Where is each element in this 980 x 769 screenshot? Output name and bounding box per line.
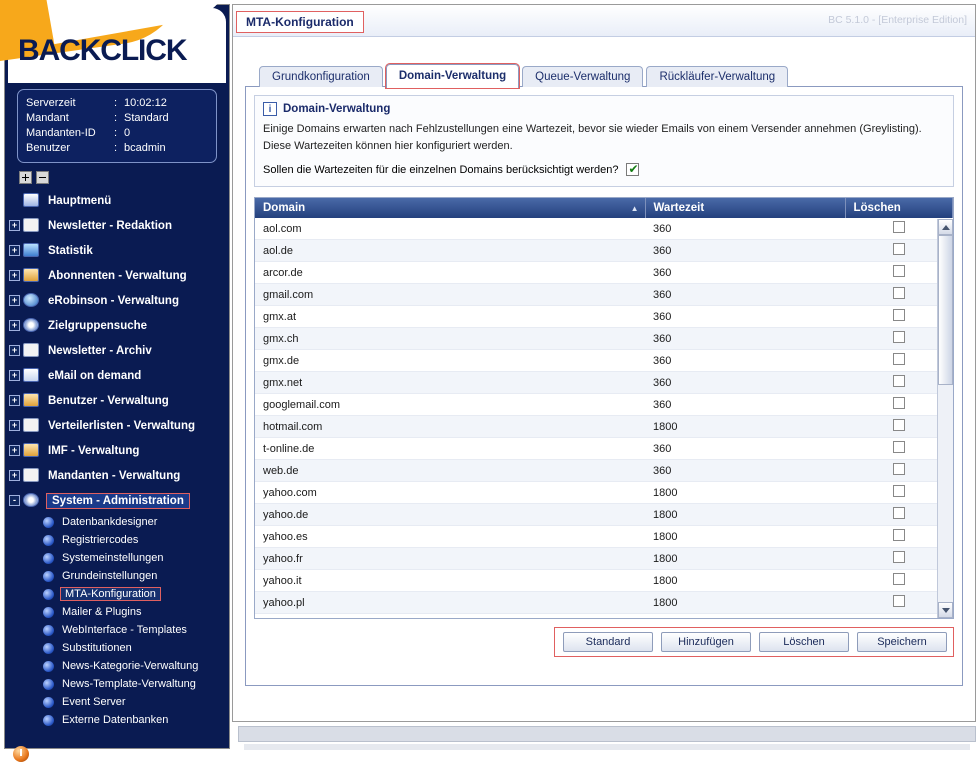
cell-wartezeit: 360 — [645, 284, 845, 306]
gear-icon — [23, 493, 40, 508]
sidebar-item-label: IMF - Verwaltung — [48, 444, 140, 457]
waiting-times-question-label: Sollen die Wartezeiten für die einzelnen Domains berücksichtigt werden? — [263, 163, 619, 176]
sidebar-subitem-label: Datenbankdesigner — [62, 516, 158, 528]
sidebar-item-statistik[interactable] — [5, 238, 229, 263]
bullet-icon — [43, 607, 54, 618]
sidebar-item-label: Newsletter - Archiv — [48, 344, 152, 357]
expander-icon[interactable]: + — [9, 370, 20, 381]
cell-domain: gmx.de — [255, 350, 645, 372]
logout-button[interactable] — [5, 739, 229, 769]
column-header-domain-label: Domain — [263, 202, 306, 214]
bullet-icon — [43, 517, 54, 528]
session-info-row — [26, 96, 208, 111]
logout-icon — [13, 746, 29, 762]
sidebar-item-label: Newsletter - Redaktion — [48, 219, 172, 232]
scrollbar-thumb[interactable] — [938, 235, 953, 385]
expander-icon[interactable]: + — [9, 420, 20, 431]
cell-wartezeit: 1800 — [645, 592, 845, 614]
bullet-icon — [43, 571, 54, 582]
info-box-title-text: Domain-Verwaltung — [283, 103, 391, 115]
waiting-times-checkbox[interactable] — [626, 163, 639, 176]
scroll-up-button[interactable] — [938, 219, 953, 235]
sidebar-subitem-news-kategorie-verwaltung[interactable] — [5, 657, 229, 675]
expander-icon[interactable]: + — [9, 245, 20, 256]
expander-icon — [9, 195, 20, 206]
sidebar-subitem-mailer-plugins[interactable] — [5, 603, 229, 621]
info-paragraph-1: Einige Domains erwarten nach Fehlzustellungen eine Wartezeit, bevor sie wieder Emails von einem Versender annehmen (Greylisting). — [263, 123, 922, 135]
window-footer-bar — [238, 726, 976, 742]
expander-icon[interactable]: - — [9, 495, 20, 506]
cell-wartezeit: 1800 — [645, 482, 845, 504]
table-row[interactable] — [255, 460, 953, 482]
building-icon — [23, 468, 40, 483]
info-paragraph-2: Diese Wartezeiten können hier konfiguriert werden. — [263, 140, 513, 152]
cell-domain: yahoo.pl — [255, 592, 645, 614]
column-header-loeschen[interactable]: Löschen — [845, 198, 953, 218]
sidebar-subitem-systemeinstellungen[interactable] — [5, 549, 229, 567]
cell-wartezeit: 360 — [645, 438, 845, 460]
session-info-value: 10:02:12 — [124, 97, 167, 109]
sidebar-subitem-mta-konfiguration[interactable] — [5, 585, 229, 603]
sidebar-item-label: System - Administration — [52, 494, 184, 507]
row-delete-checkbox[interactable] — [893, 419, 905, 431]
sidebar-subitem-label: Systemeinstellungen — [62, 552, 164, 564]
folder-icon — [23, 443, 40, 458]
row-delete-checkbox[interactable] — [893, 287, 905, 299]
sidebar-subitem-news-template-verwaltung[interactable] — [5, 675, 229, 693]
session-info-key: Benutzer — [26, 142, 71, 154]
sidebar-item-hauptmenu[interactable] — [5, 188, 229, 213]
expander-icon[interactable]: + — [9, 395, 20, 406]
content-header — [233, 5, 975, 37]
sidebar-item-newsletter-redaktion[interactable] — [5, 213, 229, 238]
row-delete-checkbox[interactable] — [893, 529, 905, 541]
table-row[interactable] — [255, 482, 953, 504]
cell-domain: gmx.at — [255, 306, 645, 328]
cell-wartezeit: 1800 — [645, 526, 845, 548]
cell-domain: yahoo.fr — [255, 548, 645, 570]
bullet-icon — [43, 679, 54, 690]
logo-text: BACKCLICK — [18, 34, 187, 67]
sidebar-subitem-label: Mailer & Plugins — [62, 606, 142, 618]
archive-icon — [23, 343, 40, 358]
delete-button[interactable]: Löschen — [759, 632, 849, 652]
sidebar-subitem-label: Substitutionen — [62, 642, 132, 654]
sidebar-subitem-datenbankdesigner[interactable] — [5, 513, 229, 531]
sidebar-item-label: Verteilerlisten - Verwaltung — [48, 419, 195, 432]
sidebar-item-label: Mandanten - Verwaltung — [48, 469, 181, 482]
sidebar-subitem-label: Externe Datenbanken — [62, 714, 169, 726]
save-button[interactable]: Speichern — [857, 632, 947, 652]
table-row[interactable] — [255, 328, 953, 350]
row-delete-checkbox[interactable] — [893, 595, 905, 607]
globe-icon — [23, 293, 40, 308]
column-header-domain[interactable] — [255, 198, 645, 218]
sidebar-item-label: Hauptmenü — [48, 194, 112, 207]
expander-icon[interactable]: + — [9, 445, 20, 456]
cell-domain: hotmail.com — [255, 416, 645, 438]
row-delete-checkbox[interactable] — [893, 243, 905, 255]
sidebar-subitem-externe-datenbanken[interactable] — [5, 711, 229, 729]
main-navigation — [5, 188, 229, 769]
action-button-row — [554, 627, 954, 657]
cell-domain: yahoo.es — [255, 526, 645, 548]
table-row[interactable] — [255, 240, 953, 262]
sidebar-item-verteilerlisten-verwaltung[interactable] — [5, 413, 229, 438]
cell-domain: gmx.ch — [255, 328, 645, 350]
expander-icon[interactable]: + — [9, 320, 20, 331]
row-delete-checkbox[interactable] — [893, 265, 905, 277]
sidebar-item-erobinson-verwaltung[interactable] — [5, 288, 229, 313]
sidebar-subitem-label: Grundeinstellungen — [62, 570, 158, 582]
table-row[interactable] — [255, 372, 953, 394]
sidebar-subitem-event-server[interactable] — [5, 693, 229, 711]
row-delete-checkbox[interactable] — [893, 397, 905, 409]
cell-wartezeit: 360 — [645, 262, 845, 284]
collapse-all-icon[interactable] — [36, 171, 49, 184]
table-row[interactable] — [255, 504, 953, 526]
cell-domain: yahoo.it — [255, 570, 645, 592]
chart-icon — [23, 243, 40, 258]
sidebar-item-label: Benutzer - Verwaltung — [48, 394, 169, 407]
session-info-value: bcadmin — [124, 142, 166, 154]
cell-domain: yahoo.com — [255, 482, 645, 504]
cell-domain: arcor.de — [255, 262, 645, 284]
sidebar-item-benutzer-verwaltung[interactable] — [5, 388, 229, 413]
table-row[interactable] — [255, 218, 953, 240]
sidebar-subitem-label: WebInterface - Templates — [62, 624, 187, 636]
column-header-wartezeit[interactable]: Wartezeit — [645, 198, 845, 218]
cell-domain: googlemail.com — [255, 394, 645, 416]
table-row[interactable] — [255, 592, 953, 614]
sidebar-item-newsletter-archiv[interactable] — [5, 338, 229, 363]
window-footer-shadow — [244, 744, 970, 750]
sidebar-subitem-label: News-Template-Verwaltung — [62, 678, 196, 690]
row-delete-checkbox[interactable] — [893, 353, 905, 365]
cell-domain: aol.com — [255, 218, 645, 240]
sidebar-subitem-substitutionen[interactable] — [5, 639, 229, 657]
cell-wartezeit: 360 — [645, 306, 845, 328]
sidebar-item-label: eMail on demand — [48, 369, 142, 382]
sidebar-subitem-webinterface-templates[interactable] — [5, 621, 229, 639]
info-icon: i — [263, 102, 277, 116]
cell-domain: web.de — [255, 460, 645, 482]
bullet-icon — [43, 553, 54, 564]
session-info-row — [26, 141, 208, 156]
bullet-icon — [43, 643, 54, 654]
expander-icon[interactable]: + — [9, 470, 20, 481]
info-box — [254, 95, 954, 187]
cell-wartezeit: 360 — [645, 328, 845, 350]
sidebar-subitem-label: Event Server — [62, 696, 126, 708]
sidebar-item-label: Abonnenten - Verwaltung — [48, 269, 187, 282]
row-delete-checkbox[interactable] — [893, 309, 905, 321]
sidebar-item-email-on-demand[interactable] — [5, 363, 229, 388]
row-delete-checkbox[interactable] — [893, 463, 905, 475]
cell-wartezeit: 1800 — [645, 504, 845, 526]
session-info-box — [17, 89, 217, 163]
users-icon — [23, 268, 40, 283]
tab-bar — [245, 63, 963, 87]
sidebar — [4, 4, 230, 761]
sidebar-subitem-grundeinstellungen[interactable] — [5, 567, 229, 585]
sidebar-subitem-registriercodes[interactable] — [5, 531, 229, 549]
list-icon — [23, 418, 40, 433]
table-row[interactable] — [255, 570, 953, 592]
expander-icon[interactable]: + — [9, 345, 20, 356]
sidebar-item-mandanten-verwaltung[interactable] — [5, 463, 229, 488]
table-row[interactable] — [255, 262, 953, 284]
row-delete-checkbox[interactable] — [893, 551, 905, 563]
table-row[interactable] — [255, 526, 953, 548]
session-info-separator: : — [114, 97, 118, 109]
cell-wartezeit: 1800 — [645, 416, 845, 438]
cell-domain: t-online.de — [255, 438, 645, 460]
sidebar-item-label: eRobinson - Verwaltung — [48, 294, 179, 307]
tab-queue-verwaltung[interactable]: Queue-Verwaltung — [522, 66, 643, 87]
session-info-separator: : — [114, 112, 118, 124]
table-row[interactable] — [255, 284, 953, 306]
row-delete-checkbox[interactable] — [893, 573, 905, 585]
session-info-key: Mandant — [26, 112, 69, 124]
standard-button[interactable]: Standard — [563, 632, 653, 652]
expander-icon[interactable]: + — [9, 295, 20, 306]
add-button[interactable]: Hinzufügen — [661, 632, 751, 652]
logout-label: Logout — [37, 747, 78, 761]
bullet-icon — [43, 589, 54, 600]
cell-wartezeit: 360 — [645, 240, 845, 262]
session-info-separator: : — [114, 142, 118, 154]
cell-domain: gmail.com — [255, 284, 645, 306]
row-delete-checkbox[interactable] — [893, 331, 905, 343]
info-box-title — [263, 102, 945, 116]
cell-wartezeit: 360 — [645, 218, 845, 240]
session-info-value: Standard — [124, 112, 169, 124]
session-info-separator: : — [114, 127, 118, 139]
tab-domain-verwaltung[interactable]: Domain-Verwaltung — [386, 64, 519, 88]
expander-icon[interactable]: + — [9, 220, 20, 231]
sidebar-subitem-label: MTA-Konfiguration — [60, 587, 161, 601]
sidebar-item-label: Zielgruppensuche — [48, 319, 148, 332]
sidebar-subitem-label: Registriercodes — [62, 534, 139, 546]
main-content — [232, 4, 976, 722]
row-delete-checkbox[interactable] — [893, 441, 905, 453]
home-icon — [23, 193, 40, 208]
table-header-row — [255, 198, 953, 218]
row-delete-checkbox[interactable] — [893, 221, 905, 233]
mail-icon — [23, 368, 40, 383]
table-row[interactable] — [255, 394, 953, 416]
tree-controls — [19, 171, 229, 184]
bullet-icon — [43, 661, 54, 672]
cell-domain: gmx.net — [255, 372, 645, 394]
version-label: BC 5.1.0 - [Enterprise Edition] — [828, 14, 967, 26]
sidebar-item-abonnenten-verwaltung[interactable] — [5, 263, 229, 288]
cell-wartezeit: 360 — [645, 372, 845, 394]
tab-panel-domain-verwaltung — [245, 86, 963, 686]
scroll-down-button[interactable] — [938, 602, 953, 618]
waiting-times-question-row — [263, 163, 945, 176]
expander-icon[interactable]: + — [9, 270, 20, 281]
cell-wartezeit: 360 — [645, 394, 845, 416]
bullet-icon — [43, 535, 54, 546]
row-delete-checkbox[interactable] — [893, 375, 905, 387]
session-info-row — [26, 126, 208, 141]
sort-ascending-icon: ▲ — [630, 204, 639, 213]
sidebar-item-imf-verwaltung[interactable] — [5, 438, 229, 463]
sidebar-subitem-label: News-Kategorie-Verwaltung — [62, 660, 199, 672]
sidebar-item-zielgruppensuche[interactable] — [5, 313, 229, 338]
domain-table — [254, 197, 954, 619]
session-info-key: Serverzeit — [26, 97, 76, 109]
bullet-icon — [43, 715, 54, 726]
sidebar-item-label: Statistik — [48, 244, 93, 257]
table-row[interactable] — [255, 548, 953, 570]
session-info-value: 0 — [124, 127, 131, 139]
cell-wartezeit: 360 — [645, 350, 845, 372]
table-row[interactable] — [255, 350, 953, 372]
tab-grundkonfiguration[interactable]: Grundkonfiguration — [259, 66, 383, 87]
expand-all-icon[interactable] — [19, 171, 32, 184]
tab-rueckläufer-verwaltung[interactable]: Rückläufer-Verwaltung — [646, 66, 788, 87]
table-row[interactable] — [255, 306, 953, 328]
users-icon — [23, 393, 40, 408]
panel-area — [245, 63, 963, 687]
row-delete-checkbox[interactable] — [893, 485, 905, 497]
table-scrollbar[interactable] — [937, 219, 953, 618]
sidebar-item-system-administration[interactable] — [5, 488, 229, 513]
cell-domain: yahoo.de — [255, 504, 645, 526]
document-icon — [23, 218, 40, 233]
cell-wartezeit: 1800 — [645, 548, 845, 570]
table-row[interactable] — [255, 438, 953, 460]
logo — [8, 8, 226, 83]
table-row[interactable] — [255, 416, 953, 438]
session-info-row — [26, 111, 208, 126]
page-title: MTA-Konfiguration — [236, 11, 364, 33]
bullet-icon — [43, 625, 54, 636]
cell-wartezeit: 360 — [645, 460, 845, 482]
row-delete-checkbox[interactable] — [893, 507, 905, 519]
cell-domain: aol.de — [255, 240, 645, 262]
cell-wartezeit: 1800 — [645, 570, 845, 592]
bullet-icon — [43, 697, 54, 708]
session-info-key: Mandanten-ID — [26, 127, 96, 139]
search-icon — [23, 318, 40, 333]
